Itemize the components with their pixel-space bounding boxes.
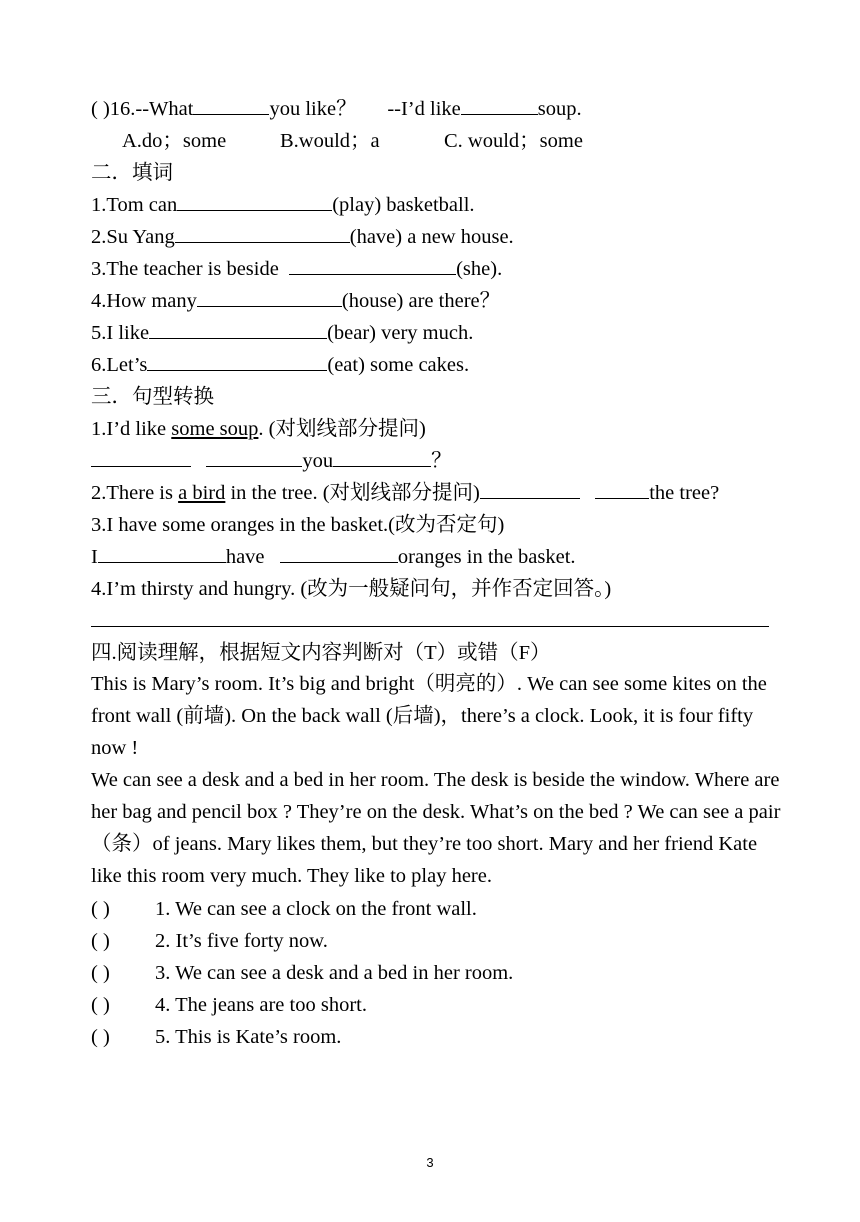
answer-blank[interactable] xyxy=(480,480,580,499)
transform-q1: 1.I’d like some soup. (对划线部分提问) xyxy=(91,418,426,440)
answer-blank[interactable] xyxy=(98,544,226,563)
fill-item-2: 2.Su Yang (have) a new house. xyxy=(91,226,514,248)
fill-item-1: 1.Tom can (play) basketball. xyxy=(91,194,475,216)
option-c[interactable]: C. would；some xyxy=(444,130,583,152)
fill-item-4: 4.How many (house) are there？ xyxy=(91,290,501,312)
answer-paren[interactable]: ( ) xyxy=(91,994,110,1016)
reading-paragraph-2: We can see a desk and a bed in her room. The desk is beside the window. Where are her bag and pencil box ? They’re on the desk. What’s on the bed ? We can see a pair（条）of jeans. Mary likes them, but they’re too short. Mary and her friend Kate like this room very much. They like to play here. xyxy=(91,769,781,887)
tf-question-5: ( ) 5. This is Kate’s room. xyxy=(91,1026,342,1048)
transform-q3: 3.I have some oranges in the basket.(改为否定句) xyxy=(91,514,505,536)
fill-item-3: 3.The teacher is beside (she). xyxy=(91,258,503,280)
answer-paren: ( ) xyxy=(91,98,110,120)
answer-blank[interactable] xyxy=(461,96,538,115)
page-number: 3 xyxy=(426,1155,434,1170)
answer-line[interactable] xyxy=(91,626,769,627)
answer-blank[interactable] xyxy=(206,448,302,467)
answer-blank[interactable] xyxy=(197,288,342,307)
question-16: ( )16.--What you like？ --I’d like soup. xyxy=(91,98,582,120)
section-3-title: 三．句型转换 xyxy=(91,386,214,408)
answer-blank[interactable] xyxy=(595,480,649,499)
answer-blank[interactable] xyxy=(175,224,350,243)
reading-paragraph-1: This is Mary’s room. It’s big and bright（明亮的）. We can see some kites on the front wall (前墙). On the back wall (后墙)，there’s a clock. Look, it is four fifty now ! xyxy=(91,673,767,759)
question-16-options xyxy=(122,128,583,154)
option-b[interactable]: B.would；a xyxy=(280,130,380,152)
answer-blank[interactable] xyxy=(193,96,269,115)
answer-blank[interactable] xyxy=(177,192,332,211)
option-a[interactable]: A.do；some xyxy=(122,130,227,152)
transform-q2: 2.There is a bird in the tree. (对划线部分提问) the tree? xyxy=(91,482,720,504)
transform-q1-answer: you ？ xyxy=(91,448,452,474)
answer-paren[interactable]: ( ) xyxy=(91,930,110,952)
transform-q4: 4.I’m thirsty and hungry. (改为一般疑问句，并作否定回答。) xyxy=(91,578,612,600)
answer-blank[interactable] xyxy=(280,544,398,563)
fill-item-6: 6.Let’s (eat) some cakes. xyxy=(91,354,470,376)
fill-item-5: 5.I like (bear) very much. xyxy=(91,322,474,344)
tf-question-1: ( ) 1. We can see a clock on the front wall. xyxy=(91,898,477,920)
answer-blank[interactable] xyxy=(91,448,191,467)
answer-paren[interactable]: ( ) xyxy=(91,898,110,920)
answer-paren[interactable]: ( ) xyxy=(91,962,110,984)
answer-paren[interactable]: ( ) xyxy=(91,1026,110,1048)
transform-q3-answer: I have oranges in the basket. xyxy=(91,546,576,568)
section-2-title: 二．填词 xyxy=(91,162,173,184)
underlined-phrase: some soup xyxy=(171,418,259,440)
answer-blank[interactable] xyxy=(147,352,327,371)
tf-question-2: ( ) 2. It’s five forty now. xyxy=(91,930,328,952)
underlined-phrase: a bird xyxy=(178,482,226,504)
tf-question-4: ( ) 4. The jeans are too short. xyxy=(91,994,367,1016)
answer-blank[interactable] xyxy=(289,256,456,275)
section-4-title: 四.阅读理解，根据短文内容判断对（T）或错（F） xyxy=(91,642,551,664)
answer-blank[interactable] xyxy=(333,448,431,467)
answer-blank[interactable] xyxy=(149,320,327,339)
tf-question-3: ( ) 3. We can see a desk and a bed in her room. xyxy=(91,962,514,984)
